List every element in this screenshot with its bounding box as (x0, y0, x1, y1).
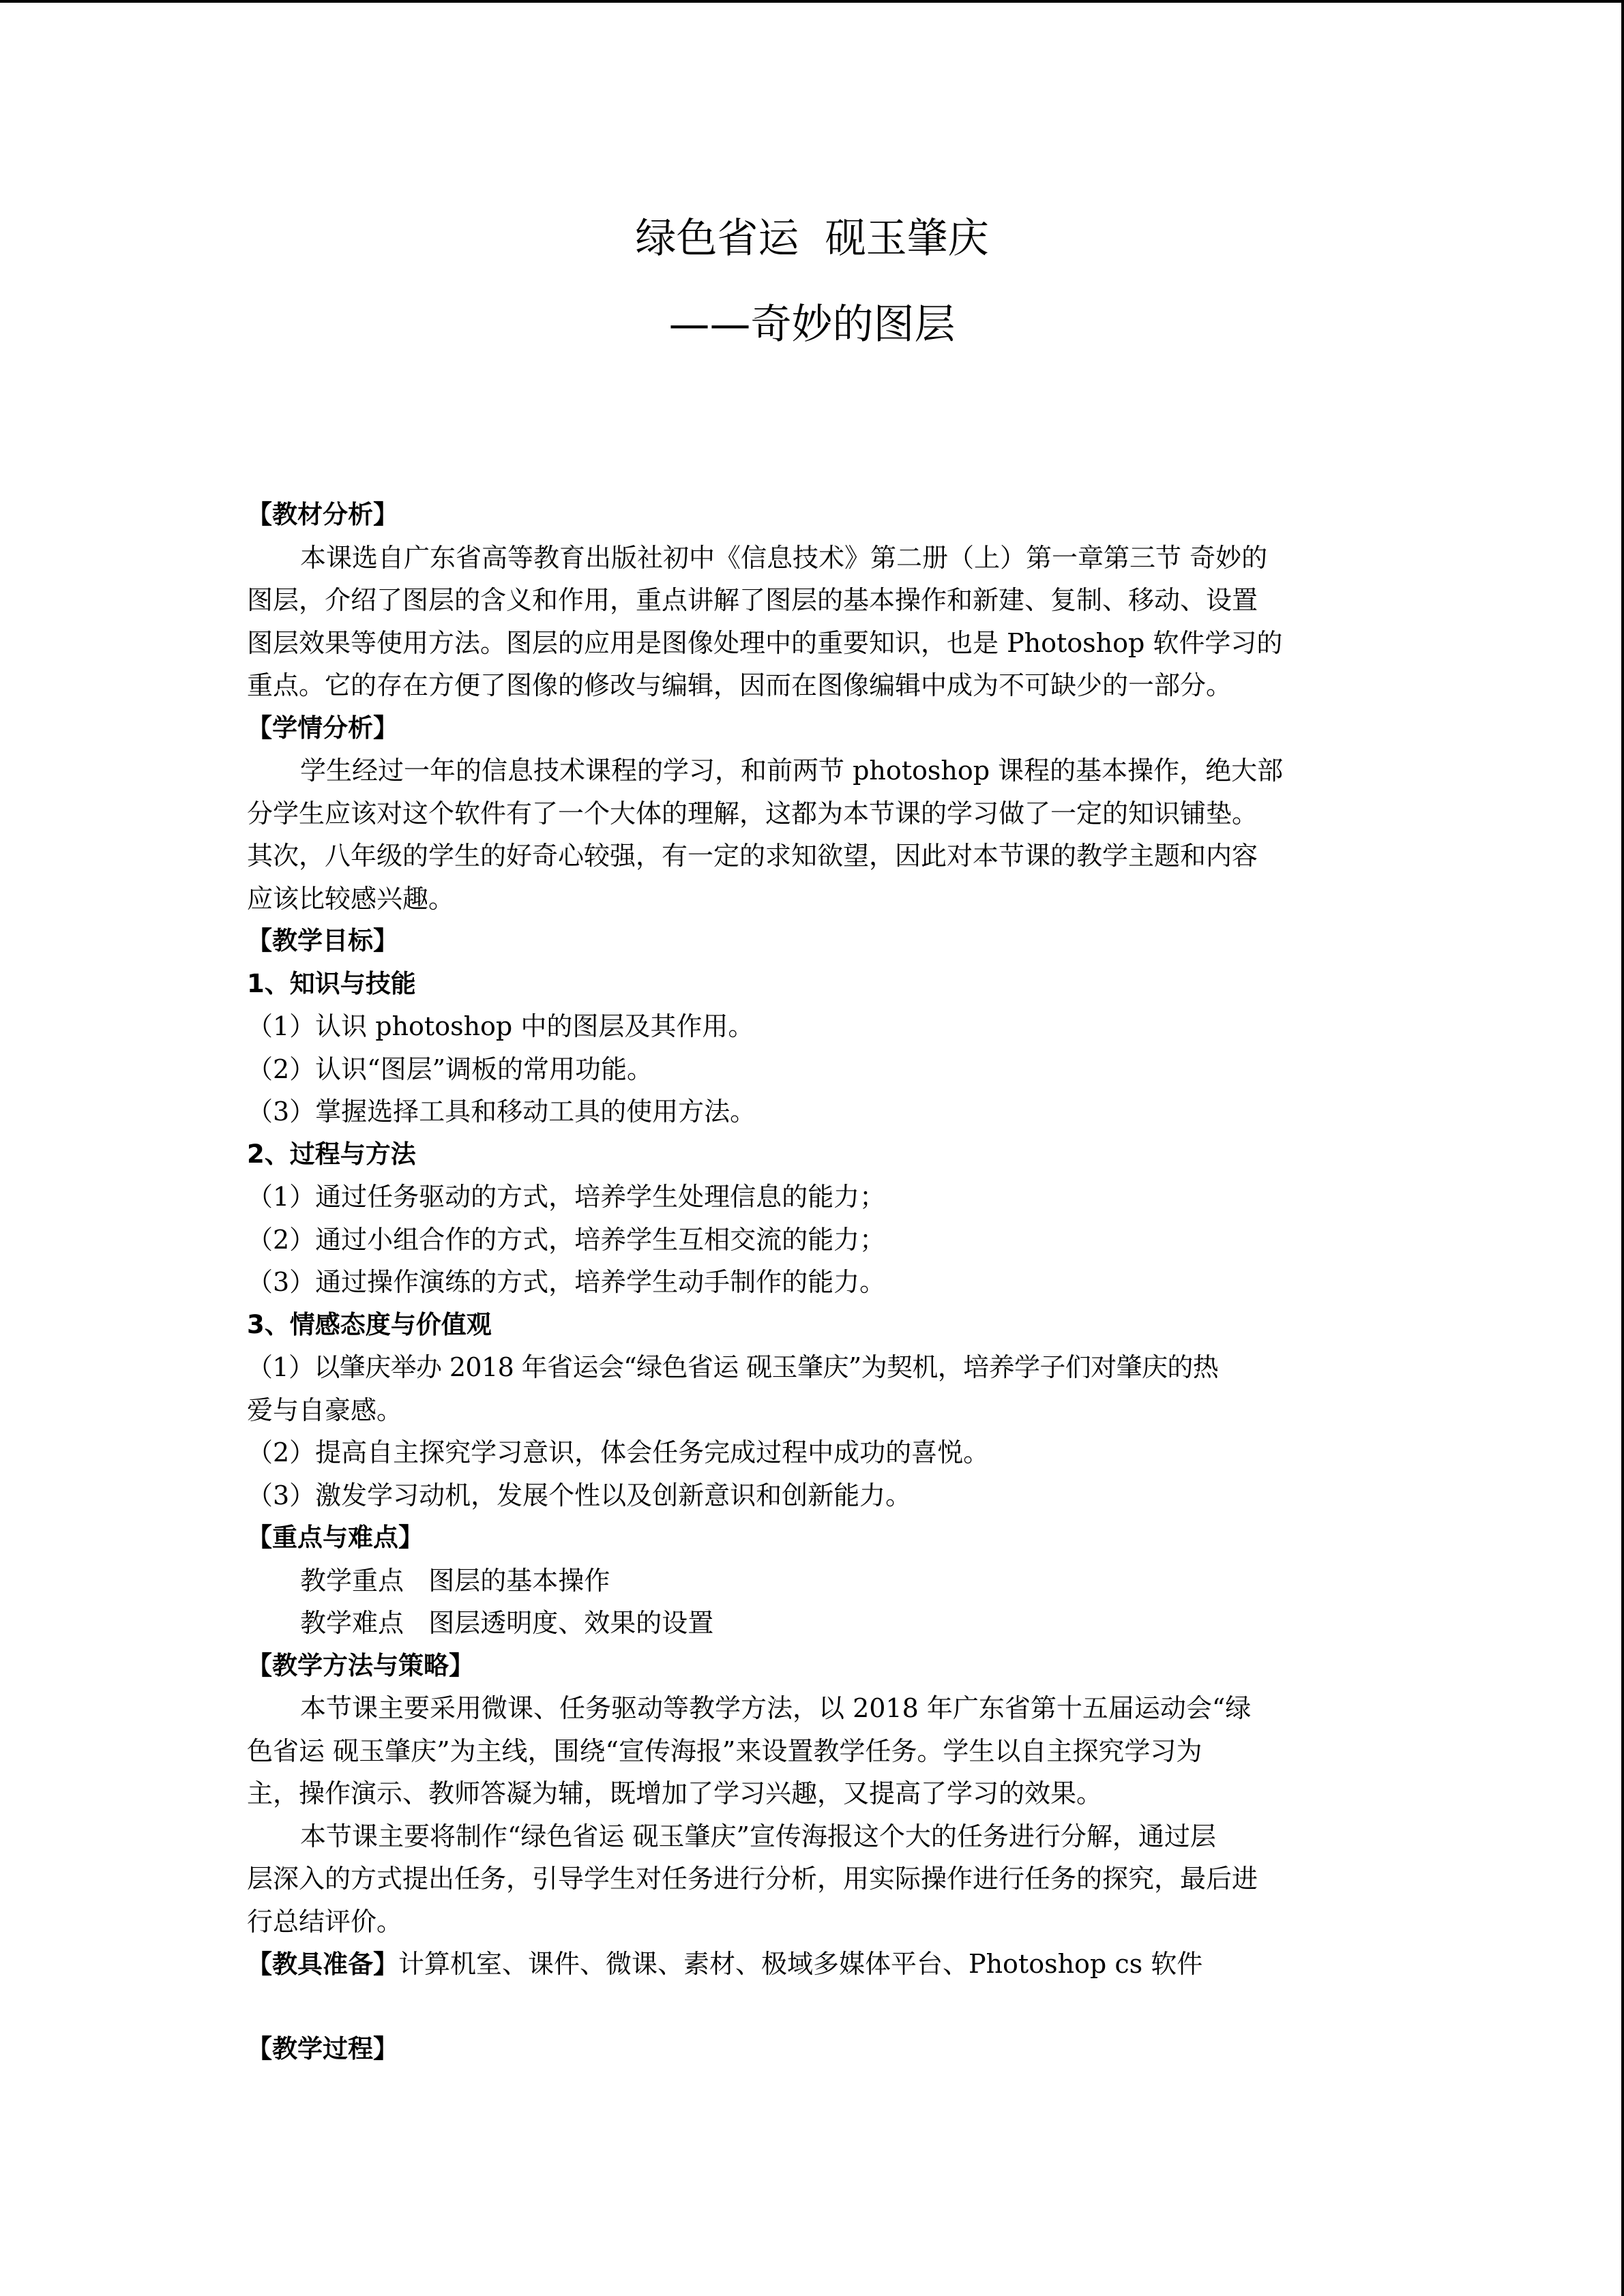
paragraph-line: 色省运 砚玉肇庆”为主线，围绕“宣传海报”来设置教学任务。学生以自主探究学习为 (247, 1735, 1202, 1766)
difficulty-line: 教学难点 图层透明度、效果的设置 (300, 1608, 714, 1638)
paragraph-line: 本节课主要采用微课、任务驱动等教学方法，以 2018 年广东省第十五届运动会“绿 (300, 1693, 1252, 1723)
section-heading-textbook-analysis: 【教材分析】 (247, 500, 398, 529)
subheading-process-methods: 2、过程与方法 (247, 1139, 416, 1169)
list-item: （2）认识“图层”调板的常用功能。 (247, 1054, 653, 1084)
paragraph-line: 学生经过一年的信息技术课程的学习，和前两节 photoshop 课程的基本操作，绝大部 (300, 756, 1284, 786)
document-body (247, 494, 1379, 2071)
list-item: （2）通过小组合作的方式，培养学生互相交流的能力； (247, 1224, 886, 1255)
list-item: （3）激发学习动机，发展个性以及创新意识和创新能力。 (247, 1480, 912, 1510)
section-heading-key-points: 【重点与难点】 (247, 1523, 424, 1552)
list-item: 爱与自豪感。 (247, 1395, 403, 1425)
subheading-knowledge-skills: 1、知识与技能 (247, 968, 416, 998)
paragraph-line: 应该比较感兴趣。 (247, 883, 455, 914)
paragraph-line: 重点。它的存在方便了图像的修改与编辑，因而在图像编辑中成为不可缺少的一部分。 (247, 670, 1232, 700)
paragraph-line: 分学生应该对这个软件有了一个大体的理解，这都为本节课的学习做了一定的知识铺垫。 (247, 798, 1258, 829)
section-heading-methods: 【教学方法与策略】 (247, 1650, 474, 1680)
top-border (0, 0, 1624, 3)
blank-line (247, 1986, 1379, 2029)
section-heading-student-analysis: 【学情分析】 (247, 713, 398, 743)
paragraph-line: 其次，八年级的学生的好奇心较强，有一定的求知欲望，因此对本节课的教学主题和内容 (247, 841, 1258, 871)
tools-line (247, 1943, 1379, 1986)
paragraph-line: 行总结评价。 (247, 1906, 403, 1937)
paragraph-line: 本课选自广东省高等教育出版社初中《信息技术》第二册（上）第一章第三节 奇妙的 (300, 542, 1268, 573)
section-heading-objectives: 【教学目标】 (247, 926, 398, 955)
paragraph-line: 图层效果等使用方法。图层的应用是图像处理中的重要知识，也是 Photoshop 软件学习的 (247, 627, 1283, 658)
list-item: （1）认识 photoshop 中的图层及其作用。 (247, 1011, 754, 1041)
subheading-emotion-values: 3、情感态度与价值观 (247, 1309, 492, 1339)
document-subtitle: ——奇妙的图层 (668, 301, 956, 348)
section-heading-teaching-process: 【教学过程】 (247, 2034, 398, 2063)
list-item: （1）以肇庆举办 2018 年省运会“绿色省运 砚玉肇庆”为契机，培养学子们对肇庆的热 (247, 1352, 1219, 1382)
section-heading-tools: 【教具准备】 (247, 1950, 398, 1979)
key-point-line: 教学重点 图层的基本操作 (300, 1565, 610, 1596)
paragraph-line: 层深入的方式提出任务，引导学生对任务进行分析，用实际操作进行任务的探究，最后进 (247, 1864, 1258, 1894)
list-item: （2）提高自主探究学习意识，体会任务完成过程中成功的喜悦。 (247, 1437, 990, 1467)
paragraph-line: 主，操作演示、教师答凝为辅，既增加了学习兴趣，又提高了学习的效果。 (247, 1778, 1103, 1808)
list-item: （1）通过任务驱动的方式，培养学生处理信息的能力； (247, 1182, 886, 1212)
tools-text: 计算机室、课件、微课、素材、极域多媒体平台、Photoshop cs 软件 (398, 1949, 1203, 1979)
paragraph-line: 图层，介绍了图层的含义和作用，重点讲解了图层的基本操作和新建、复制、移动、设置 (247, 585, 1258, 615)
list-item: （3）通过操作演练的方式，培养学生动手制作的能力。 (247, 1267, 886, 1297)
paragraph-line: 本节课主要将制作“绿色省运 砚玉肇庆”宣传海报这个大的任务进行分解，通过层 (300, 1821, 1216, 1851)
document-title: 绿色省运 砚玉肇庆 (635, 215, 989, 263)
list-item: （3）掌握选择工具和移动工具的使用方法。 (247, 1097, 756, 1127)
